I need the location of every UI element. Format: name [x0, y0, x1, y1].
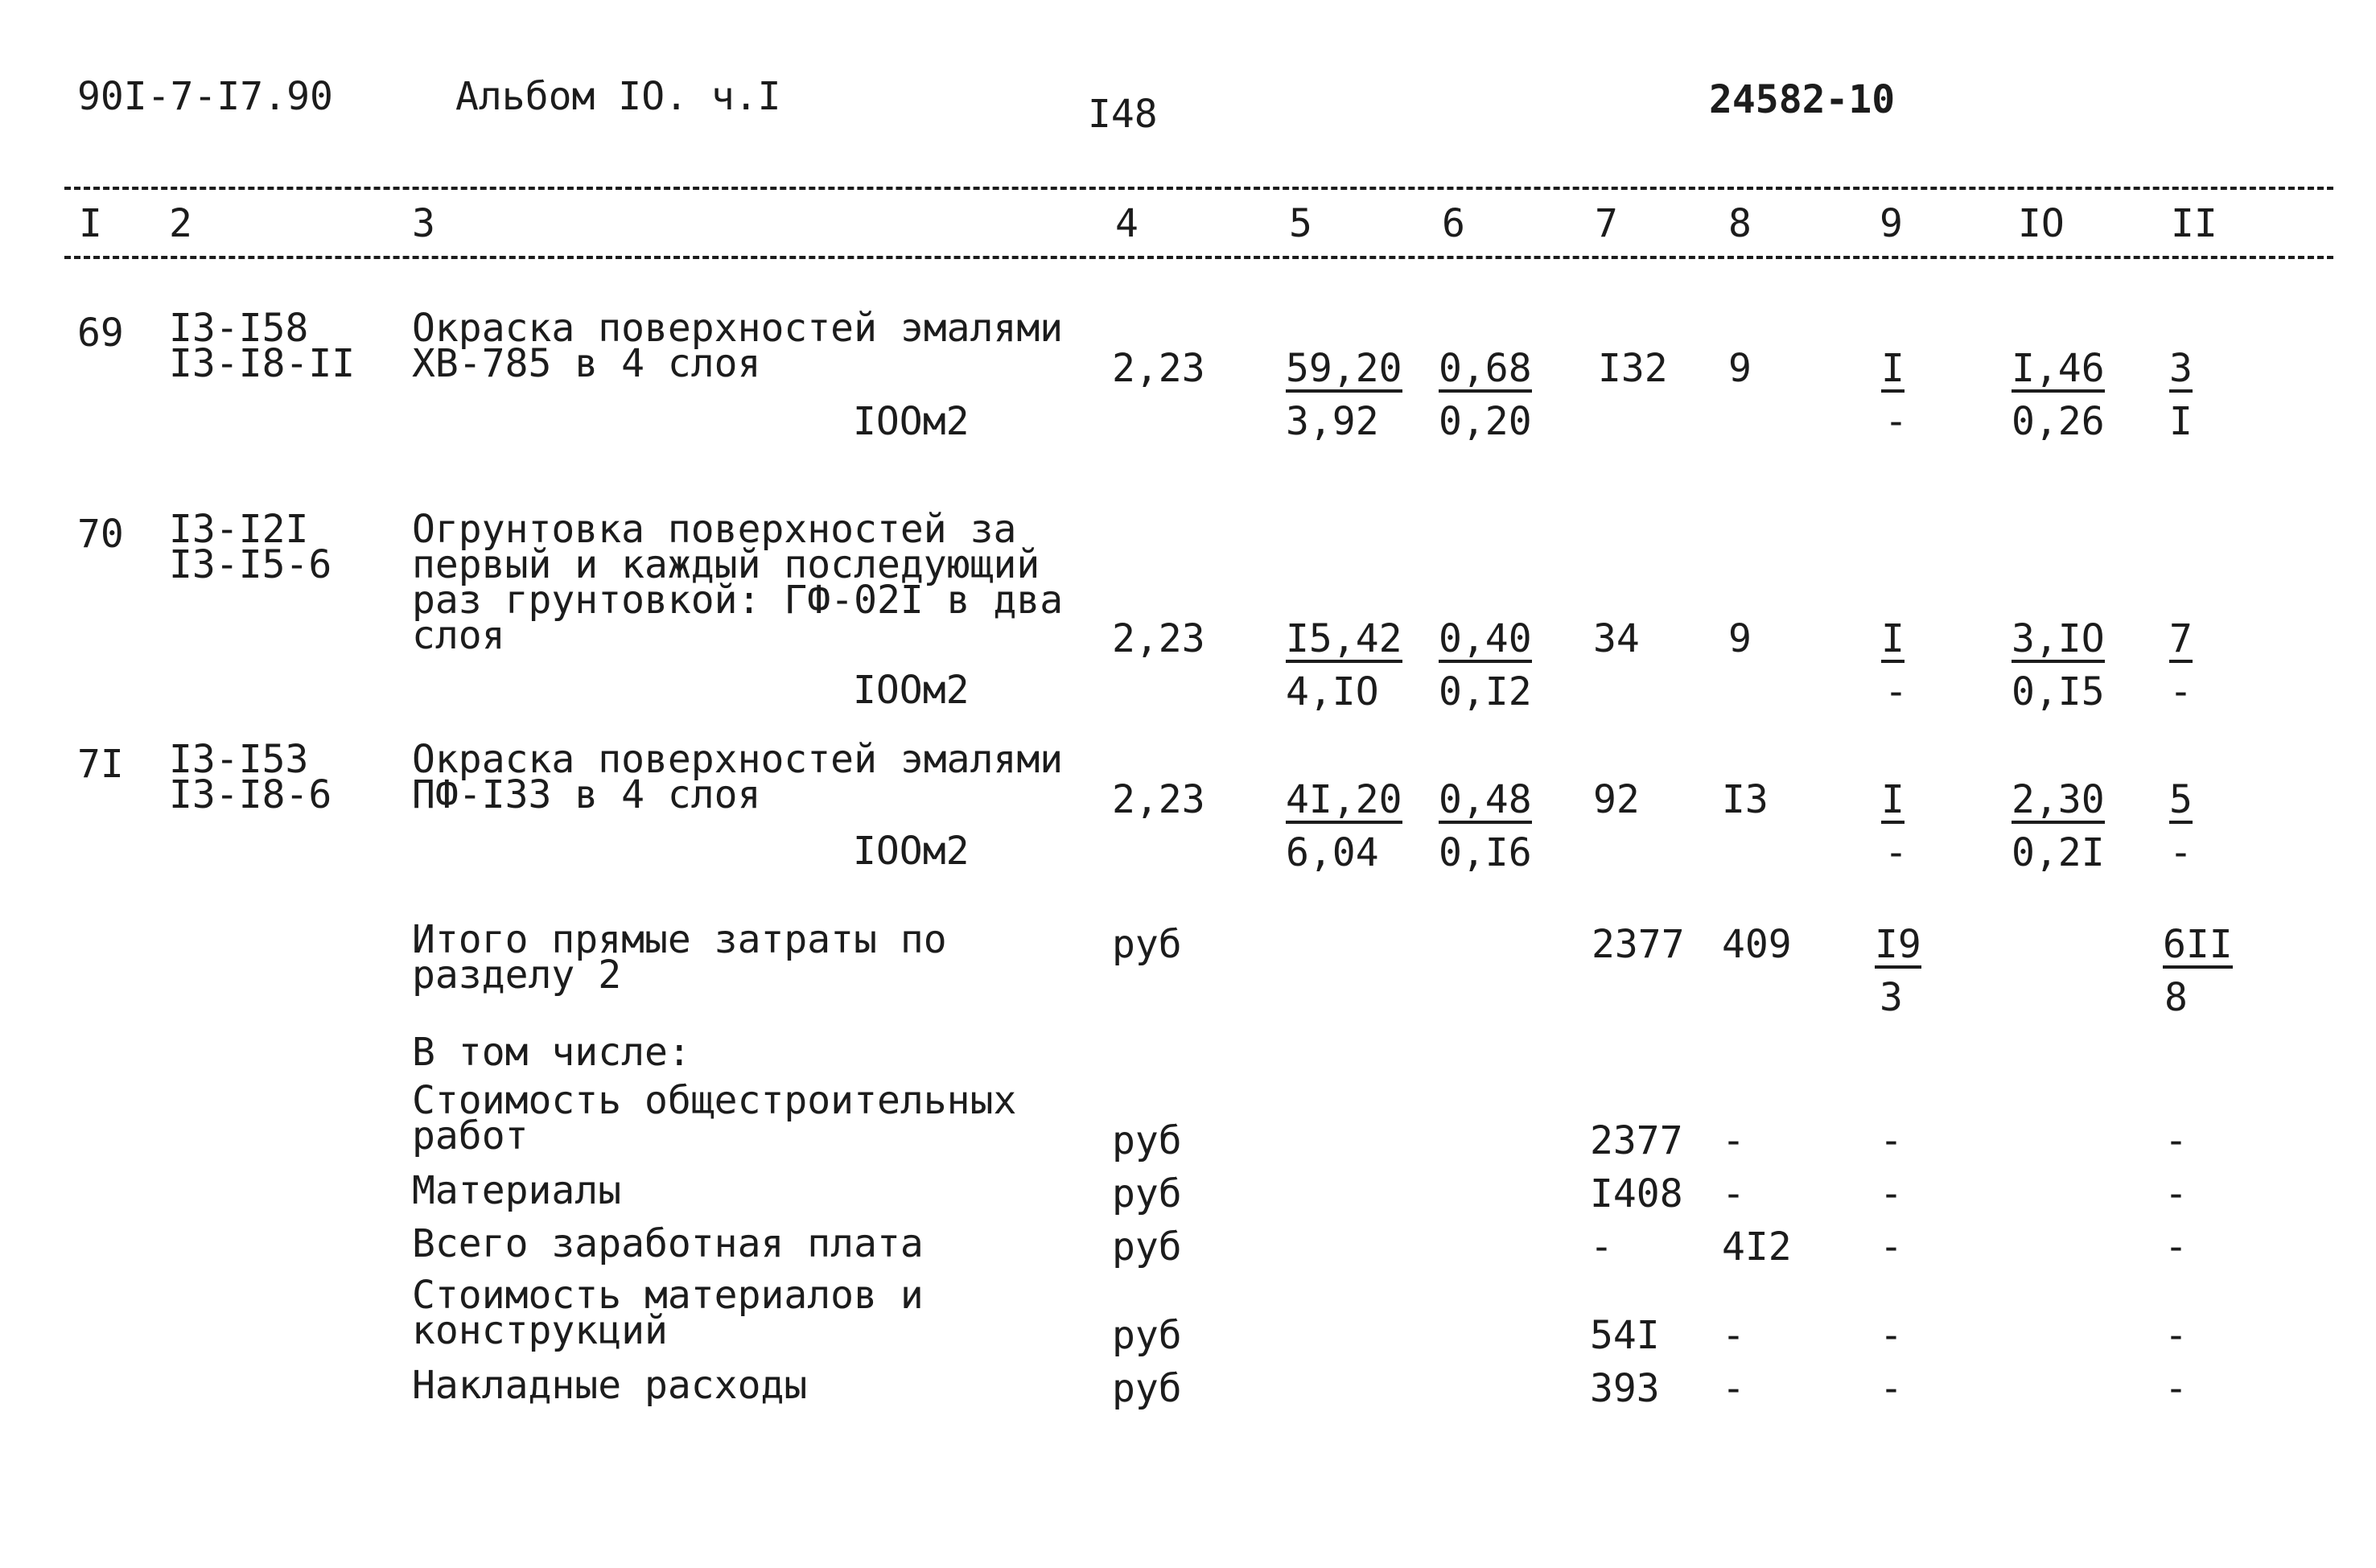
breakdown-unit: руб	[1112, 1313, 1182, 1358]
measure-unit: IOOм2	[853, 829, 970, 874]
breakdown-machine: -	[1880, 1366, 1903, 1411]
breakdown-label: Всего заработная плата	[412, 1221, 924, 1266]
album-label: Альбом IO. ч.I	[455, 74, 781, 119]
breakdown-label: Стоимость материалов и конструкций	[412, 1273, 924, 1353]
labor-total-machinist: I	[2169, 399, 2193, 444]
labor-norm: I,46	[2012, 346, 2105, 391]
column-header: IO	[2018, 201, 2065, 246]
machine-cost: 0,68	[1439, 346, 1532, 391]
column-header: 2	[169, 201, 192, 246]
labor-norm: 3,IO	[2012, 616, 2105, 661]
breakdown-labor: -	[2164, 1118, 2188, 1163]
labor-norm: 2,30	[2012, 777, 2105, 822]
labor-total: 7	[2169, 616, 2193, 661]
column-header: 7	[1595, 201, 1618, 246]
labor-total-machinist: -	[2169, 830, 2193, 875]
machine-cost-wages: 0,20	[1439, 399, 1532, 444]
document-code: 90I-7-I7.90	[77, 74, 333, 119]
total-machine: I	[1881, 616, 1905, 661]
breakdown-wages: -	[1722, 1118, 1745, 1163]
work-description: Огрунтовка поверхностей за первый и каждый последующий раз грунтовкой: ГФ-02I в два слоя	[412, 507, 1064, 658]
rate-codes: I3-I58 I3-I8-II	[169, 306, 356, 386]
column-header: II	[2171, 201, 2217, 246]
breakdown-label: Накладные расходы	[412, 1363, 808, 1408]
labor-total: 3	[2169, 346, 2193, 391]
breakdown-cost: 393	[1590, 1366, 1660, 1411]
breakdown-label: Стоимость общестроительных работ	[412, 1078, 1017, 1159]
column-header: 3	[412, 201, 435, 246]
unit-cost-wages: 4,IO	[1286, 669, 1379, 714]
table-top-rule	[64, 187, 2333, 190]
total-wages: 9	[1728, 616, 1752, 661]
including-label: В том числе:	[412, 1030, 691, 1075]
quantity: 2,23	[1112, 346, 1205, 391]
total-machine-wages: -	[1884, 830, 1908, 875]
total-machine-wages: -	[1884, 669, 1908, 714]
breakdown-labor: -	[2164, 1313, 2188, 1358]
rate-codes: I3-I2I I3-I5-6	[169, 507, 332, 587]
breakdown-machine: -	[1880, 1224, 1903, 1270]
inventory-number: 24582-10	[1709, 77, 1896, 122]
total-wages: I3	[1722, 777, 1769, 822]
unit-cost-wages: 3,92	[1286, 399, 1379, 444]
totals-machine: I9	[1875, 922, 1921, 967]
breakdown-cost: 2377	[1590, 1118, 1683, 1163]
row-number: 7I	[77, 742, 124, 787]
unit-cost: I5,42	[1286, 616, 1402, 661]
breakdown-cost: I408	[1590, 1171, 1683, 1216]
labor-norm-machinist: 0,26	[2012, 399, 2105, 444]
rate-codes: I3-I53 I3-I8-6	[169, 737, 332, 817]
measure-unit: IOOм2	[853, 399, 970, 444]
breakdown-wages: -	[1722, 1313, 1745, 1358]
labor-norm-machinist: 0,2I	[2012, 830, 2105, 875]
quantity: 2,23	[1112, 777, 1205, 822]
total-cost: I32	[1598, 346, 1668, 391]
measure-unit: IOOм2	[853, 668, 970, 713]
column-header: 8	[1728, 201, 1752, 246]
labor-total-machinist: -	[2169, 669, 2193, 714]
breakdown-unit: руб	[1112, 1366, 1182, 1411]
column-header: 9	[1880, 201, 1903, 246]
totals-label: Итого прямые затраты по разделу 2	[412, 917, 947, 998]
work-description: Окраска поверхностей эмалями ХВ-785 в 4 слоя	[412, 306, 1064, 386]
total-cost: 92	[1593, 777, 1640, 822]
breakdown-labor: -	[2164, 1224, 2188, 1270]
total-machine: I	[1881, 346, 1905, 391]
work-description: Окраска поверхностей эмалями ПФ-I33 в 4 слоя	[412, 737, 1064, 817]
total-machine: I	[1881, 777, 1905, 822]
page-number: I48	[1088, 92, 1158, 137]
totals-machine-wages: 3	[1880, 975, 1903, 1020]
total-wages: 9	[1728, 346, 1752, 391]
labor-norm-machinist: 0,I5	[2012, 669, 2105, 714]
totals-unit: руб	[1112, 922, 1182, 967]
totals-labor: 6II	[2163, 922, 2233, 967]
column-header: I	[79, 201, 102, 246]
table-header-rule	[64, 256, 2333, 259]
total-cost: 34	[1593, 616, 1640, 661]
unit-cost: 59,20	[1286, 346, 1402, 391]
breakdown-label: Материалы	[412, 1168, 622, 1213]
breakdown-unit: руб	[1112, 1118, 1182, 1163]
totals-labor-machinist: 8	[2164, 975, 2188, 1020]
unit-cost: 4I,20	[1286, 777, 1402, 822]
machine-cost: 0,40	[1439, 616, 1532, 661]
machine-cost: 0,48	[1439, 777, 1532, 822]
breakdown-wages: -	[1722, 1366, 1745, 1411]
breakdown-machine: -	[1880, 1118, 1903, 1163]
column-header: 4	[1115, 201, 1139, 246]
breakdown-unit: руб	[1112, 1224, 1182, 1270]
totals-cost: 2377	[1592, 922, 1685, 967]
machine-cost-wages: 0,I6	[1439, 830, 1532, 875]
column-header: 5	[1289, 201, 1312, 246]
breakdown-labor: -	[2164, 1366, 2188, 1411]
total-machine-wages: -	[1884, 399, 1908, 444]
breakdown-cost: 54I	[1590, 1313, 1660, 1358]
column-header: 6	[1442, 201, 1465, 246]
labor-total: 5	[2169, 777, 2193, 822]
row-number: 70	[77, 512, 124, 557]
breakdown-cost: -	[1590, 1224, 1613, 1270]
breakdown-wages: -	[1722, 1171, 1745, 1216]
row-number: 69	[77, 311, 124, 356]
breakdown-unit: руб	[1112, 1171, 1182, 1216]
quantity: 2,23	[1112, 616, 1205, 661]
breakdown-machine: -	[1880, 1313, 1903, 1358]
machine-cost-wages: 0,I2	[1439, 669, 1532, 714]
unit-cost-wages: 6,04	[1286, 830, 1379, 875]
breakdown-wages: 4I2	[1722, 1224, 1792, 1270]
breakdown-machine: -	[1880, 1171, 1903, 1216]
totals-wages: 409	[1722, 922, 1792, 967]
breakdown-labor: -	[2164, 1171, 2188, 1216]
